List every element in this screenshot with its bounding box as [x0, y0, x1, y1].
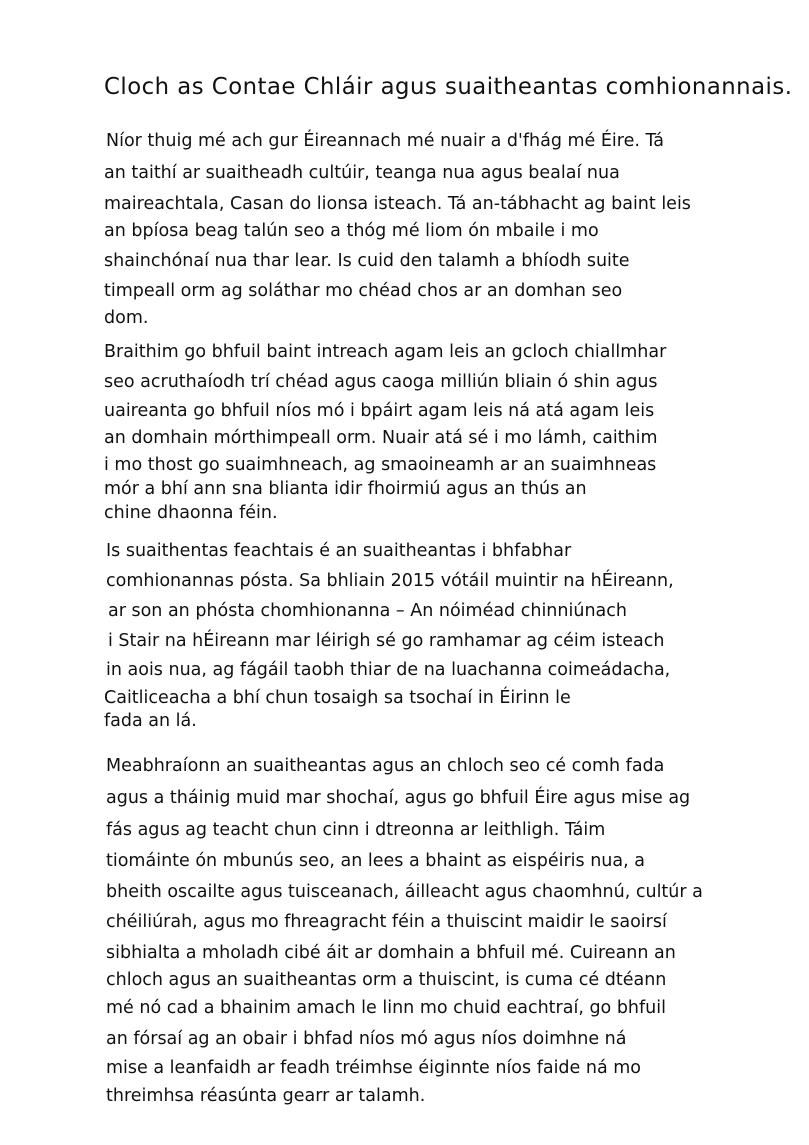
text-line: i Stair na hÉireann mar léirigh sé go ramhamar ag céim isteach — [108, 631, 665, 651]
text-line: an bpíosa beag talún seo a thóg mé liom ón mbaile i mo — [104, 221, 599, 241]
text-line: Meabhraíonn an suaitheantas agus an chloch seo cé comh fada — [106, 756, 665, 776]
text-line: bheith oscailte agus tuisceanach, áilleacht agus chaomhnú, cultúr a — [106, 882, 703, 902]
text-line: seo acruthaíodh trí chéad agus caoga milliún bliain ó shin agus — [104, 372, 658, 392]
text-line: mise a leanfaidh ar feadh tréimhse éiginnte níos faide ná mo — [106, 1058, 642, 1078]
text-line: an fórsaí ag an obair i bhfad níos mó agus níos doimhne ná — [106, 1029, 627, 1049]
text-line: uaireanta go bhfuil níos mó i bpáirt agam leis ná atá agam leis — [104, 401, 655, 421]
text-line: shainchónaí nua thar lear. Is cuid den talamh a bhíodh suite — [104, 251, 630, 271]
text-line: an domhain mórthimpeall orm. Nuair atá sé i mo lámh, caithim — [104, 428, 658, 448]
text-line: agus a tháinig muid mar shochaí, agus go bhfuil Éire agus mise ag — [106, 788, 691, 808]
text-line: mór a bhí ann sna blianta idir fhoirmiú agus an thús an — [104, 479, 587, 499]
text-line: dom. — [104, 308, 149, 328]
text-line: Is suaithentas feachtais é an suaitheantas i bhfabhar — [106, 541, 572, 561]
text-line: chine dhaonna féin. — [104, 503, 278, 523]
text-line: i mo thost go suaimhneach, ag smaoineamh ar an suaimhneas — [104, 455, 657, 475]
text-line: fada an lá. — [104, 711, 197, 731]
text-line: threimhsa réasúnta gearr ar talamh. — [106, 1086, 426, 1106]
text-line: Caitliceacha a bhí chun tosaigh sa tsochaí in Éirinn le — [104, 688, 571, 708]
text-line: comhionannas pósta. Sa bhliain 2015 vótáil muintir na hÉireann, — [106, 571, 674, 591]
text-line: ar son an phósta chomhionanna – An nóiméad chinniúnach — [108, 601, 627, 621]
text-line: maireachtala, Casan do lionsa isteach. Tá an-tábhacht ag baint leis — [104, 194, 691, 214]
text-line: Níor thuig mé ach gur Éireannach mé nuair a d'fhág mé Éire. Tá — [106, 131, 665, 151]
text-line: chloch agus an suaitheantas orm a thuiscint, is cuma cé dtéann — [106, 970, 667, 990]
text-line: an taithí ar suaitheadh cultúir, teanga nua agus bealaí nua — [104, 163, 620, 183]
text-line: fás agus ag teacht chun cinn i dtreonna ar leithligh. Táim — [106, 820, 606, 840]
text-line: chéiliúrah, agus mo fhreagracht féin a thuiscint maidir le saoirsí — [106, 912, 667, 932]
text-line: timpeall orm ag soláthar mo chéad chos ar an domhan seo — [104, 281, 623, 301]
page-title: Cloch as Contae Chláir agus suaitheantas comhionannais. — [104, 74, 793, 100]
text-line: sibhialta a mholadh cibé áit ar domhain a bhfuil mé. Cuireann an — [106, 943, 676, 963]
text-line: in aois nua, ag fágáil taobh thiar de na luachanna coimeádacha, — [106, 660, 671, 680]
text-line: tiomáinte ón mbunús seo, an lees a bhaint as eispéiris nua, a — [106, 851, 645, 871]
text-line: Braithim go bhfuil baint intreach agam leis an gcloch chiallmhar — [104, 342, 667, 362]
text-line: mé nó cad a bhainim amach le linn mo chuid eachtraí, go bhfuil — [106, 998, 666, 1018]
